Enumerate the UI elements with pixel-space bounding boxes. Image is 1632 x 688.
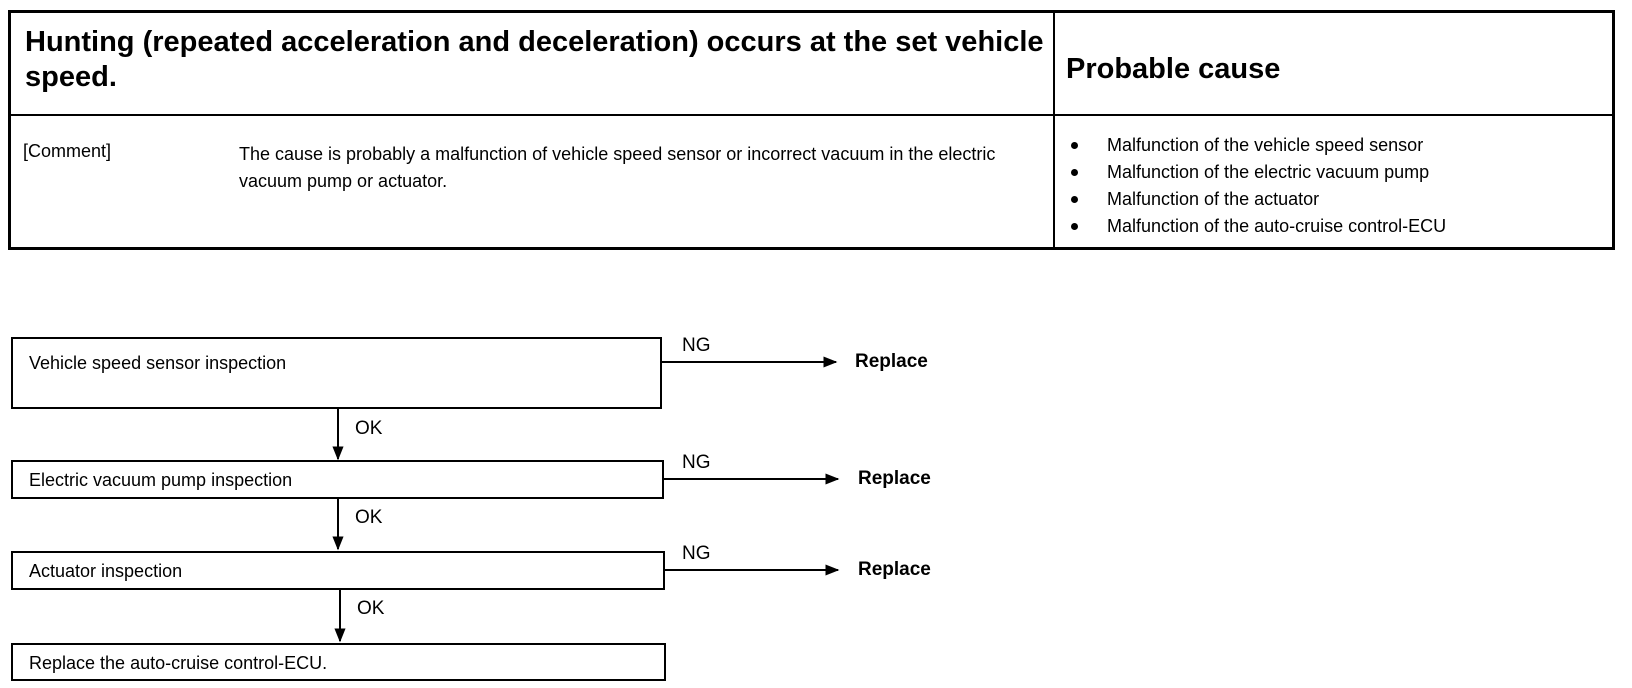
- ng-label: NG: [682, 452, 711, 473]
- symptom-title: Hunting (repeated acceleration and deceleration) occurs at the set vehicle speed.: [25, 26, 1044, 93]
- ok-label: OK: [355, 507, 383, 528]
- ng-label: NG: [682, 543, 711, 564]
- probable-cause-header: Probable cause: [1066, 53, 1281, 85]
- replace-action: Replace: [855, 351, 928, 372]
- step-label: Replace the auto-cruise control-ECU.: [29, 653, 328, 673]
- probable-cause-item: Malfunction of the electric vacuum pump: [1063, 159, 1446, 186]
- step-label: Electric vacuum pump inspection: [29, 470, 293, 490]
- comment-text: The cause is probably a malfunction of vehicle speed sensor or incorrect vacuum in the electric vacuum pump or actuator.: [239, 144, 996, 191]
- step-box-vehicle-speed-sensor: [11, 337, 662, 409]
- probable-cause-item: Malfunction of the vehicle speed sensor: [1063, 132, 1446, 159]
- step-box-actuator: [11, 551, 665, 590]
- step-label: Vehicle speed sensor inspection: [29, 353, 287, 373]
- replace-action: Replace: [858, 559, 931, 580]
- ng-label: NG: [682, 335, 711, 356]
- step-label: Actuator inspection: [29, 561, 183, 581]
- step-box-replace-ecu: [11, 643, 666, 681]
- probable-cause-item: Malfunction of the actuator: [1063, 186, 1446, 213]
- ok-label: OK: [357, 598, 385, 619]
- probable-cause-item: Malfunction of the auto-cruise control-ECU: [1063, 213, 1446, 240]
- step-box-electric-vacuum-pump: [11, 460, 664, 499]
- replace-action: Replace: [858, 468, 931, 489]
- comment-label: [Comment]: [23, 141, 112, 161]
- ok-label: OK: [355, 418, 383, 439]
